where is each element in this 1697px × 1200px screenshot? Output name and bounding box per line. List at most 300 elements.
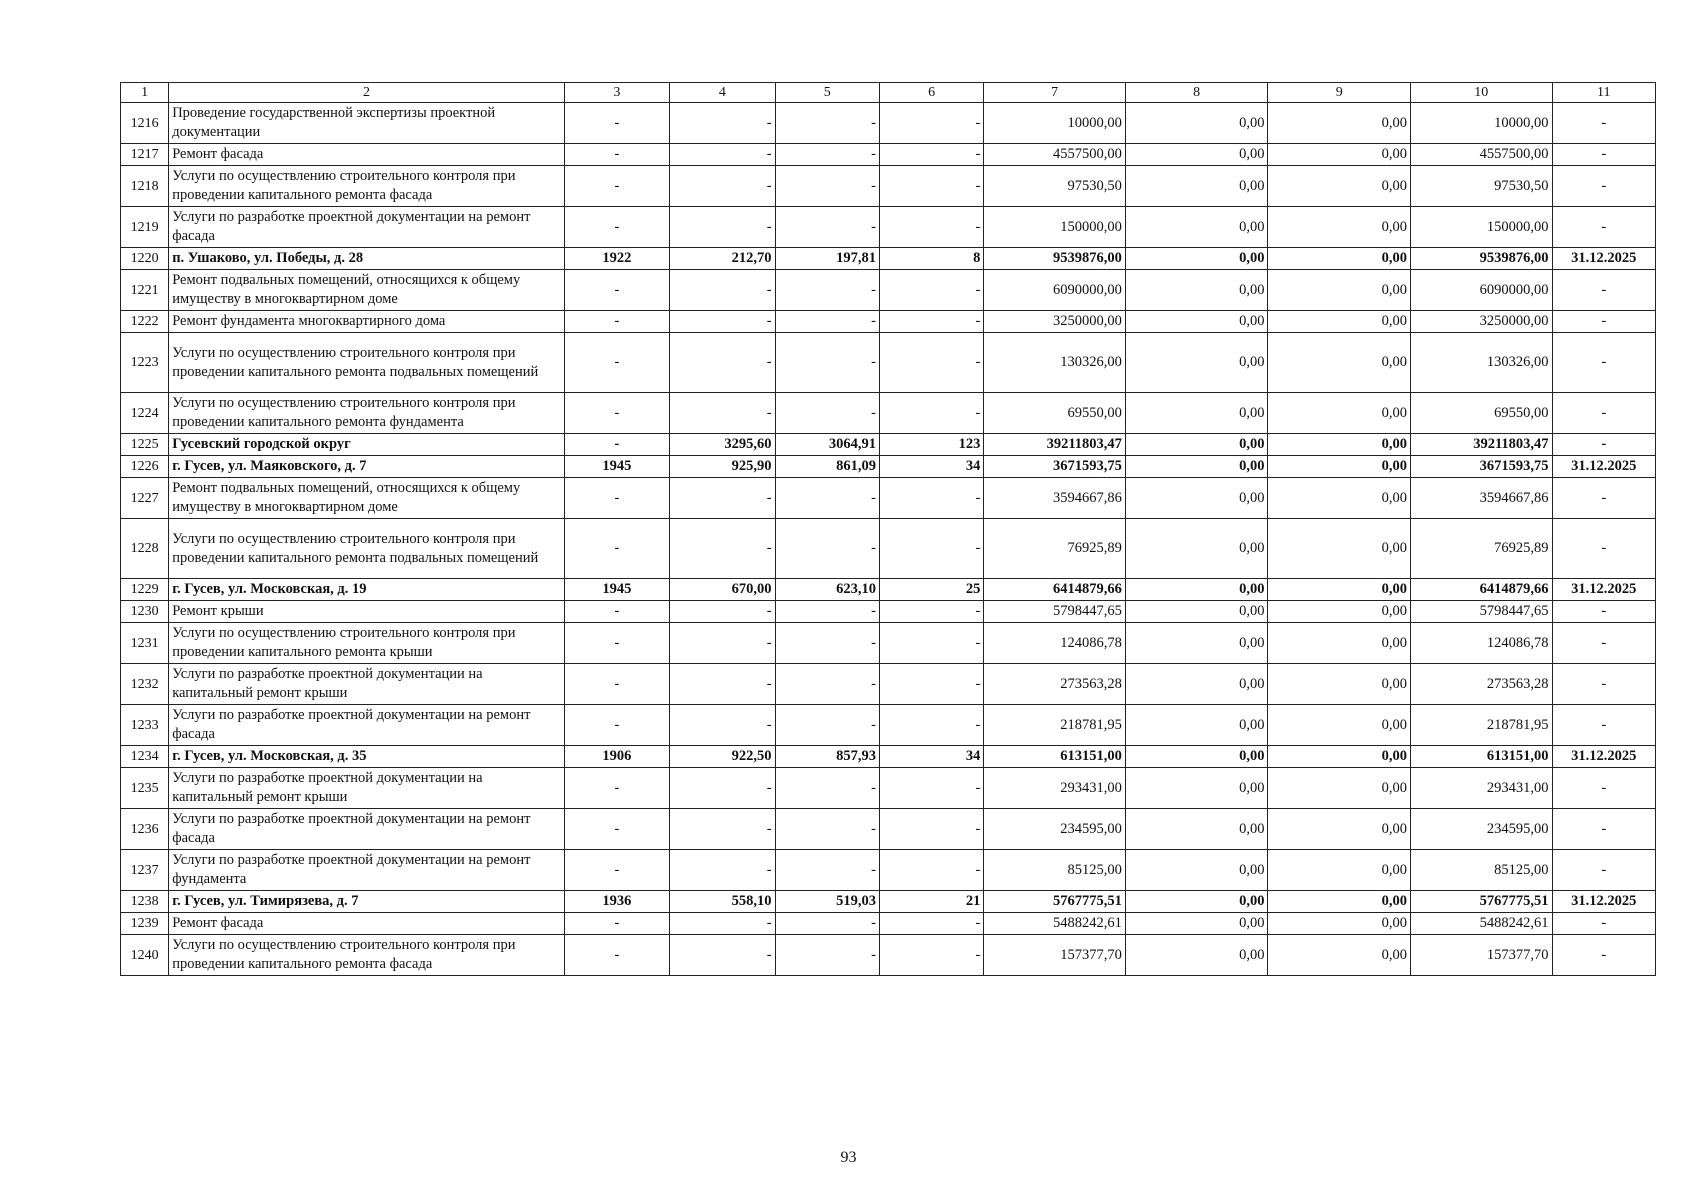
address-row [121,434,1656,456]
col9-cell: 0,00 [1268,166,1411,207]
item-name-cell: Услуги по осуществлению строительного контроля при проведении капитального ремонта подвальных помещений [169,519,565,579]
address-row [121,746,1656,768]
col8-cell: 0,00 [1125,891,1268,913]
header-cell: 6 [879,83,983,103]
row-number-cell: 1232 [121,664,169,705]
col10-cell: 234595,00 [1410,809,1552,850]
col6-cell: 25 [879,579,983,601]
column-number-header-row [121,83,1656,103]
item-name-cell: Услуги по осуществлению строительного контроля при проведении капитального ремонта фундамента [169,393,565,434]
col11-cell: - [1552,705,1655,746]
col5-cell: - [775,935,879,976]
col5-cell: - [775,270,879,311]
col4-cell: - [670,103,775,144]
item-name-cell: Проведение государственной экспертизы проектной документации [169,103,565,144]
item-name-cell: Услуги по осуществлению строительного контроля при проведении капитального ремонта подвальных помещений [169,333,565,393]
row-number-cell: 1229 [121,579,169,601]
col5-cell: - [775,311,879,333]
item-name-cell: Ремонт фасада [169,144,565,166]
row-number-cell: 1236 [121,809,169,850]
col7-cell: 69550,00 [984,393,1126,434]
col4-cell: - [670,935,775,976]
col6-cell: - [879,393,983,434]
item-name-cell: Услуги по осуществлению строительного контроля при проведении капитального ремонта фасада [169,935,565,976]
col10-cell: 9539876,00 [1410,248,1552,270]
col6-cell: 34 [879,746,983,768]
row-number-cell: 1221 [121,270,169,311]
header-cell: 5 [775,83,879,103]
col3-cell: - [564,623,669,664]
col9-cell: 0,00 [1268,809,1411,850]
col9-cell: 0,00 [1268,434,1411,456]
work-row [121,935,1656,976]
address-row [121,456,1656,478]
col4-cell: - [670,166,775,207]
col7-cell: 613151,00 [984,746,1126,768]
col7-cell: 97530,50 [984,166,1126,207]
col5-cell: - [775,768,879,809]
col6-cell: 123 [879,434,983,456]
col8-cell: 0,00 [1125,393,1268,434]
row-number-cell: 1222 [121,311,169,333]
col10-cell: 6414879,66 [1410,579,1552,601]
col6-cell: - [879,913,983,935]
col4-cell: 558,10 [670,891,775,913]
item-name-cell: Ремонт фундамента многоквартирного дома [169,311,565,333]
col7-cell: 218781,95 [984,705,1126,746]
item-name-cell: г. Гусев, ул. Московская, д. 19 [169,579,565,601]
col10-cell: 613151,00 [1410,746,1552,768]
row-number-cell: 1227 [121,478,169,519]
col4-cell: - [670,270,775,311]
col9-cell: 0,00 [1268,144,1411,166]
row-number-cell: 1231 [121,623,169,664]
item-name-cell: г. Гусев, ул. Московская, д. 35 [169,746,565,768]
col10-cell: 85125,00 [1410,850,1552,891]
col4-cell: 925,90 [670,456,775,478]
header-cell: 4 [670,83,775,103]
work-row [121,705,1656,746]
col5-cell: 3064,91 [775,434,879,456]
work-row [121,270,1656,311]
header-cell: 3 [564,83,669,103]
header-cell: 11 [1552,83,1655,103]
col11-cell: - [1552,333,1655,393]
col4-cell: 3295,60 [670,434,775,456]
col8-cell: 0,00 [1125,103,1268,144]
col7-cell: 3250000,00 [984,311,1126,333]
col8-cell: 0,00 [1125,270,1268,311]
col11-cell: - [1552,103,1655,144]
col5-cell: 197,81 [775,248,879,270]
col8-cell: 0,00 [1125,623,1268,664]
col6-cell: - [879,705,983,746]
col10-cell: 293431,00 [1410,768,1552,809]
col9-cell: 0,00 [1268,393,1411,434]
col7-cell: 130326,00 [984,333,1126,393]
col7-cell: 3671593,75 [984,456,1126,478]
col10-cell: 130326,00 [1410,333,1552,393]
col11-cell: - [1552,270,1655,311]
page-number: 93 [840,1149,857,1166]
col7-cell: 293431,00 [984,768,1126,809]
address-row [121,891,1656,913]
item-name-cell: Услуги по разработке проектной документации на ремонт фундамента [169,850,565,891]
col6-cell: - [879,333,983,393]
col11-cell: - [1552,913,1655,935]
col7-cell: 6090000,00 [984,270,1126,311]
col4-cell: - [670,311,775,333]
item-name-cell: Услуги по осуществлению строительного контроля при проведении капитального ремонта фасада [169,166,565,207]
row-number-cell: 1220 [121,248,169,270]
item-name-cell: г. Гусев, ул. Маяковского, д. 7 [169,456,565,478]
item-name-cell: Ремонт подвальных помещений, относящихся к общему имуществу в многоквартирном доме [169,270,565,311]
col11-cell: - [1552,393,1655,434]
col11-cell: - [1552,623,1655,664]
col5-cell: 623,10 [775,579,879,601]
col3-cell: 1945 [564,579,669,601]
col8-cell: 0,00 [1125,809,1268,850]
col10-cell: 6090000,00 [1410,270,1552,311]
col7-cell: 39211803,47 [984,434,1126,456]
col7-cell: 4557500,00 [984,144,1126,166]
col6-cell: - [879,519,983,579]
col6-cell: - [879,166,983,207]
header-cell: 7 [984,83,1126,103]
col6-cell: 21 [879,891,983,913]
col5-cell: - [775,664,879,705]
work-row [121,913,1656,935]
col3-cell: - [564,333,669,393]
col4-cell: 922,50 [670,746,775,768]
col3-cell: 1922 [564,248,669,270]
row-number-cell: 1234 [121,746,169,768]
col10-cell: 273563,28 [1410,664,1552,705]
col8-cell: 0,00 [1125,207,1268,248]
col3-cell: - [564,103,669,144]
col10-cell: 3594667,86 [1410,478,1552,519]
col4-cell: - [670,333,775,393]
col3-cell: 1936 [564,891,669,913]
col4-cell: - [670,601,775,623]
col11-cell: - [1552,207,1655,248]
row-number-cell: 1240 [121,935,169,976]
col11-cell: 31.12.2025 [1552,248,1655,270]
header-cell: 8 [1125,83,1268,103]
work-row [121,103,1656,144]
col4-cell: - [670,705,775,746]
col11-cell: - [1552,519,1655,579]
row-number-cell: 1237 [121,850,169,891]
col8-cell: 0,00 [1125,664,1268,705]
work-row [121,207,1656,248]
col8-cell: 0,00 [1125,434,1268,456]
col6-cell: - [879,768,983,809]
capital-repair-table [120,82,1656,976]
col3-cell: - [564,664,669,705]
col10-cell: 150000,00 [1410,207,1552,248]
header-cell: 9 [1268,83,1411,103]
col4-cell: 670,00 [670,579,775,601]
col5-cell: - [775,601,879,623]
row-number-cell: 1226 [121,456,169,478]
col5-cell: - [775,519,879,579]
col3-cell: - [564,913,669,935]
row-number-cell: 1233 [121,705,169,746]
col9-cell: 0,00 [1268,891,1411,913]
col3-cell: - [564,207,669,248]
col10-cell: 69550,00 [1410,393,1552,434]
item-name-cell: Ремонт фасада [169,913,565,935]
col10-cell: 5488242,61 [1410,913,1552,935]
work-row [121,311,1656,333]
col9-cell: 0,00 [1268,103,1411,144]
col8-cell: 0,00 [1125,579,1268,601]
col8-cell: 0,00 [1125,601,1268,623]
col7-cell: 76925,89 [984,519,1126,579]
col9-cell: 0,00 [1268,746,1411,768]
col11-cell: - [1552,311,1655,333]
col8-cell: 0,00 [1125,333,1268,393]
col8-cell: 0,00 [1125,456,1268,478]
col7-cell: 234595,00 [984,809,1126,850]
row-number-cell: 1228 [121,519,169,579]
col10-cell: 5798447,65 [1410,601,1552,623]
work-row [121,478,1656,519]
col4-cell: - [670,519,775,579]
col7-cell: 10000,00 [984,103,1126,144]
col5-cell: - [775,144,879,166]
row-number-cell: 1225 [121,434,169,456]
item-name-cell: Гусевский городской округ [169,434,565,456]
col7-cell: 150000,00 [984,207,1126,248]
col7-cell: 5488242,61 [984,913,1126,935]
col9-cell: 0,00 [1268,705,1411,746]
col4-cell: - [670,768,775,809]
row-number-cell: 1224 [121,393,169,434]
row-number-cell: 1235 [121,768,169,809]
col6-cell: 34 [879,456,983,478]
col4-cell: - [670,144,775,166]
work-row [121,850,1656,891]
col3-cell: - [564,809,669,850]
work-row [121,393,1656,434]
col6-cell: - [879,623,983,664]
col4-cell: - [670,913,775,935]
col3-cell: - [564,434,669,456]
col9-cell: 0,00 [1268,248,1411,270]
col3-cell: - [564,935,669,976]
col6-cell: - [879,935,983,976]
col4-cell: - [670,664,775,705]
col11-cell: - [1552,166,1655,207]
col4-cell: - [670,850,775,891]
col10-cell: 124086,78 [1410,623,1552,664]
header-cell: 2 [169,83,565,103]
col10-cell: 97530,50 [1410,166,1552,207]
col5-cell: 857,93 [775,746,879,768]
col11-cell: - [1552,935,1655,976]
col8-cell: 0,00 [1125,519,1268,579]
col6-cell: - [879,207,983,248]
col7-cell: 3594667,86 [984,478,1126,519]
col8-cell: 0,00 [1125,705,1268,746]
col3-cell: - [564,393,669,434]
col3-cell: - [564,519,669,579]
col7-cell: 9539876,00 [984,248,1126,270]
col7-cell: 5767775,51 [984,891,1126,913]
col5-cell: - [775,333,879,393]
row-number-cell: 1217 [121,144,169,166]
col11-cell: - [1552,601,1655,623]
col11-cell: - [1552,434,1655,456]
col8-cell: 0,00 [1125,935,1268,976]
row-number-cell: 1230 [121,601,169,623]
col3-cell: - [564,311,669,333]
col6-cell: - [879,103,983,144]
col5-cell: - [775,166,879,207]
col9-cell: 0,00 [1268,333,1411,393]
col5-cell: - [775,103,879,144]
col10-cell: 218781,95 [1410,705,1552,746]
col4-cell: - [670,207,775,248]
col7-cell: 85125,00 [984,850,1126,891]
row-number-cell: 1223 [121,333,169,393]
col11-cell: 31.12.2025 [1552,891,1655,913]
col3-cell: - [564,705,669,746]
col3-cell: - [564,166,669,207]
col9-cell: 0,00 [1268,311,1411,333]
col10-cell: 39211803,47 [1410,434,1552,456]
col9-cell: 0,00 [1268,623,1411,664]
col4-cell: 212,70 [670,248,775,270]
work-row [121,166,1656,207]
item-name-cell: Услуги по разработке проектной документации на ремонт фасада [169,207,565,248]
work-row [121,333,1656,393]
item-name-cell: Ремонт подвальных помещений, относящихся к общему имуществу в многоквартирном доме [169,478,565,519]
col11-cell: - [1552,850,1655,891]
col11-cell: - [1552,809,1655,850]
item-name-cell: Услуги по разработке проектной документации на капитальный ремонт крыши [169,768,565,809]
item-name-cell: Услуги по разработке проектной документации на ремонт фасада [169,705,565,746]
col10-cell: 3671593,75 [1410,456,1552,478]
col8-cell: 0,00 [1125,248,1268,270]
col6-cell: - [879,144,983,166]
col3-cell: - [564,768,669,809]
col4-cell: - [670,393,775,434]
item-name-cell: Услуги по осуществлению строительного контроля при проведении капитального ремонта крыши [169,623,565,664]
col9-cell: 0,00 [1268,456,1411,478]
item-name-cell: п. Ушаково, ул. Победы, д. 28 [169,248,565,270]
col5-cell: - [775,705,879,746]
col9-cell: 0,00 [1268,601,1411,623]
col11-cell: 31.12.2025 [1552,456,1655,478]
col3-cell: - [564,270,669,311]
col4-cell: - [670,623,775,664]
col9-cell: 0,00 [1268,519,1411,579]
col6-cell: - [879,850,983,891]
col3-cell: - [564,144,669,166]
col10-cell: 76925,89 [1410,519,1552,579]
col8-cell: 0,00 [1125,913,1268,935]
col6-cell: - [879,478,983,519]
col5-cell: 519,03 [775,891,879,913]
col3-cell: 1906 [564,746,669,768]
work-row [121,623,1656,664]
col8-cell: 0,00 [1125,166,1268,207]
col10-cell: 5767775,51 [1410,891,1552,913]
col5-cell: - [775,850,879,891]
col3-cell: - [564,601,669,623]
row-number-cell: 1219 [121,207,169,248]
col4-cell: - [670,809,775,850]
row-number-cell: 1216 [121,103,169,144]
col8-cell: 0,00 [1125,311,1268,333]
col11-cell: - [1552,664,1655,705]
col6-cell: 8 [879,248,983,270]
header-cell: 1 [121,83,169,103]
work-row [121,144,1656,166]
col7-cell: 273563,28 [984,664,1126,705]
col10-cell: 10000,00 [1410,103,1552,144]
item-name-cell: Услуги по разработке проектной документации на ремонт фасада [169,809,565,850]
col7-cell: 157377,70 [984,935,1126,976]
col8-cell: 0,00 [1125,746,1268,768]
col9-cell: 0,00 [1268,913,1411,935]
col7-cell: 124086,78 [984,623,1126,664]
col11-cell: 31.12.2025 [1552,579,1655,601]
col11-cell: - [1552,768,1655,809]
col9-cell: 0,00 [1268,935,1411,976]
col8-cell: 0,00 [1125,850,1268,891]
col9-cell: 0,00 [1268,768,1411,809]
col9-cell: 0,00 [1268,207,1411,248]
work-row [121,768,1656,809]
col9-cell: 0,00 [1268,579,1411,601]
work-row [121,664,1656,705]
item-name-cell: Услуги по разработке проектной документации на капитальный ремонт крыши [169,664,565,705]
col9-cell: 0,00 [1268,478,1411,519]
row-number-cell: 1238 [121,891,169,913]
col7-cell: 5798447,65 [984,601,1126,623]
col5-cell: - [775,623,879,664]
col11-cell: - [1552,144,1655,166]
col9-cell: 0,00 [1268,270,1411,311]
address-row [121,248,1656,270]
header-cell: 10 [1410,83,1552,103]
col10-cell: 4557500,00 [1410,144,1552,166]
col8-cell: 0,00 [1125,478,1268,519]
col8-cell: 0,00 [1125,768,1268,809]
item-name-cell: г. Гусев, ул. Тимирязева, д. 7 [169,891,565,913]
col9-cell: 0,00 [1268,664,1411,705]
col7-cell: 6414879,66 [984,579,1126,601]
col10-cell: 3250000,00 [1410,311,1552,333]
col6-cell: - [879,664,983,705]
col5-cell: - [775,478,879,519]
col6-cell: - [879,601,983,623]
col5-cell: - [775,393,879,434]
col8-cell: 0,00 [1125,144,1268,166]
address-row [121,579,1656,601]
item-name-cell: Ремонт крыши [169,601,565,623]
work-row [121,601,1656,623]
col4-cell: - [670,478,775,519]
col11-cell: 31.12.2025 [1552,746,1655,768]
col6-cell: - [879,311,983,333]
col6-cell: - [879,809,983,850]
col6-cell: - [879,270,983,311]
